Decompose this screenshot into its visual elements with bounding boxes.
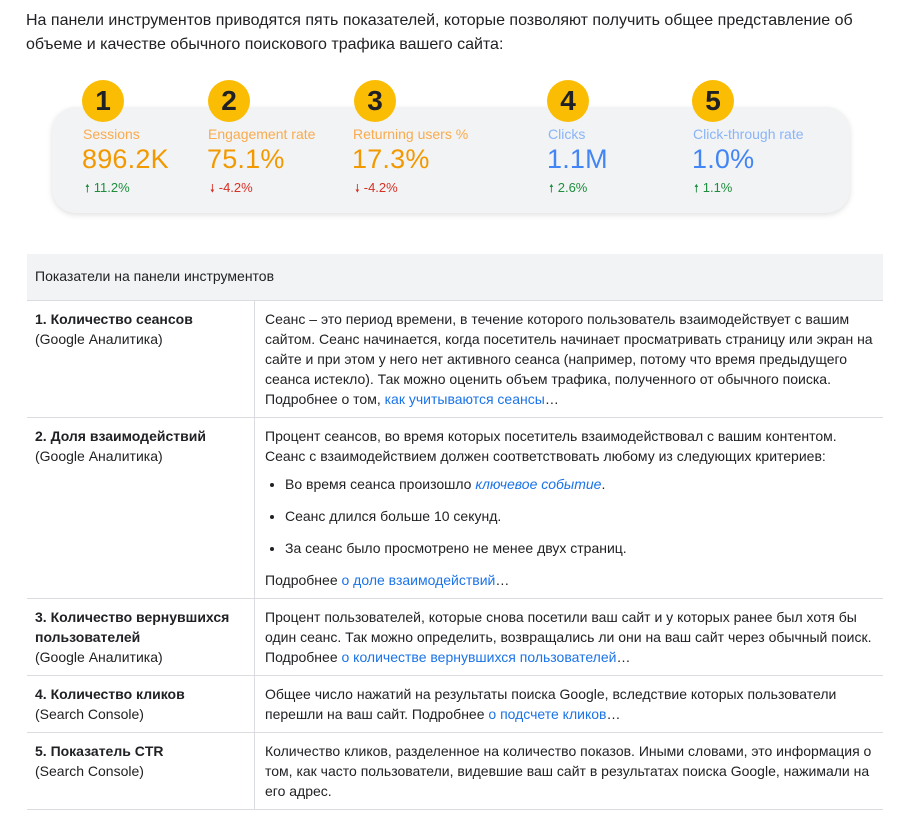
criteria-2-text: Сеанс длился больше 10 секунд. — [285, 508, 502, 524]
row-3-text: Процент пользователей, которые снова посетили ваш сайт и у которых ранее был хотя бы один сеанс. Так можно определить, возвращались ли они на ваш сайт через обычный поиск. Подробнее — [265, 609, 872, 665]
metric-2-delta-value: -4.2% — [218, 180, 253, 195]
engagement-rate-link[interactable]: о доле взаимодействий — [341, 572, 496, 588]
metric-1-delta-value: 11.2% — [93, 180, 130, 195]
metric-5-delta — [694, 180, 732, 199]
metric-2-delta — [210, 180, 253, 199]
row-4-suffix: … — [606, 706, 621, 722]
row-1-text: Сеанс – это период времени, в течение которого пользователь взаимодействует с вашим сайтом. Сеанс начинается, когда посетитель начинает просматривать страницу или экран на сайте и при этом у него нет активного сеанса (например, потому что время предыдущего сеанса истекло). Так можно оценить объем трафика, полученного от обычного поиска. Подробнее о том, — [265, 311, 873, 407]
criteria-1-suffix: . — [601, 476, 606, 492]
metric-4-number-badge: 4 — [547, 80, 589, 122]
row-2-suffix: … — [495, 572, 510, 588]
row-3-title: 3. Количество вернувшихся пользователей — [35, 609, 230, 645]
arrow-up-icon: 🠕 — [694, 183, 699, 195]
metric-5-number-badge: 5 — [692, 80, 734, 122]
metric-5-label: Click-through rate — [693, 126, 804, 142]
row-3-name-cell — [27, 599, 255, 676]
table-row — [27, 599, 883, 676]
metric-4-delta — [549, 180, 587, 199]
row-1-title: 1. Количество сеансов — [35, 311, 193, 327]
metric-2-label: Engagement rate — [208, 126, 316, 142]
row-1-source: (Google Аналитика) — [35, 331, 163, 347]
row-2-title: 2. Доля взаимодействий — [35, 428, 206, 444]
list-item — [285, 474, 875, 494]
metric-3-number-badge: 3 — [354, 80, 396, 122]
row-2-name-cell — [27, 418, 255, 599]
row-2-more — [265, 570, 875, 590]
metric-4-label: Clicks — [548, 126, 586, 142]
row-5-title: 5. Показатель CTR — [35, 743, 164, 759]
row-4-text: Общее число нажатий на результаты поиска Google, вследствие которых пользователи перешли на ваш сайт. Подробнее — [265, 686, 837, 722]
table-row — [27, 733, 883, 810]
table-header: Показатели на панели инструментов — [27, 254, 883, 301]
metric-1-delta — [85, 180, 130, 199]
metric-3-label: Returning users % — [353, 126, 469, 142]
row-2-text: Процент сеансов, во время которых посетитель взаимодействовал с вашим контентом. Сеанс с взаимодействием должен соответствовать любому из следующих критериев: — [265, 428, 837, 464]
arrow-down-icon: 🠗 — [210, 183, 215, 195]
returning-users-link[interactable]: о количестве вернувшихся пользователей — [341, 649, 617, 665]
row-3-source: (Google Аналитика) — [35, 649, 163, 665]
key-event-link[interactable]: ключевое событие — [475, 476, 602, 492]
sessions-count-link[interactable]: как учитываются сеансы — [384, 391, 545, 407]
row-2-more-text: Подробнее — [265, 572, 342, 588]
row-4-title: 4. Количество кликов — [35, 686, 185, 702]
table-row — [27, 676, 883, 733]
row-4-name-cell — [27, 676, 255, 733]
metric-1-value: 896.2K — [82, 144, 169, 174]
table-row — [27, 301, 883, 418]
arrow-up-icon: 🠕 — [549, 183, 554, 195]
metric-4-value: 1.1M — [547, 144, 608, 174]
metric-1-number-badge: 1 — [82, 80, 124, 122]
row-1-name-cell — [27, 301, 255, 418]
metric-5-value: 1.0% — [692, 144, 755, 174]
row-2-description — [255, 418, 884, 599]
row-2-source: (Google Аналитика) — [35, 448, 163, 464]
metric-2-number-badge: 2 — [208, 80, 250, 122]
metric-4-delta-value: 2.6% — [557, 180, 588, 195]
row-3-description — [255, 599, 884, 676]
table-row — [27, 418, 883, 599]
row-4-description — [255, 676, 884, 733]
metrics-info-table — [27, 254, 883, 810]
metric-2-value: 75.1% — [207, 144, 285, 174]
row-4-source: (Search Console) — [35, 706, 144, 722]
arrow-up-icon: 🠕 — [85, 183, 90, 195]
row-5-description: Количество кликов, разделенное на количество показов. Иными словами, это информация о том, как часто пользователи, видевшие ваш сайт в результатах поиска Google, нажимали на его адрес. — [255, 733, 884, 810]
criteria-list — [265, 474, 875, 558]
criteria-1-text: Во время сеанса произошло — [285, 476, 476, 492]
list-item — [285, 506, 875, 526]
criteria-3-text: За сеанс было просмотрено не менее двух страниц. — [285, 540, 627, 556]
list-item — [285, 538, 875, 558]
row-5-source: (Search Console) — [35, 763, 144, 779]
metric-1-label: Sessions — [83, 126, 140, 142]
clicks-count-link[interactable]: о подсчете кликов — [488, 706, 607, 722]
row-3-suffix: … — [616, 649, 631, 665]
row-5-name-cell — [27, 733, 255, 810]
intro-paragraph: На панели инструментов приводятся пять показателей, которые позволяют получить общее представление об объеме и качестве обычного поискового трафика вашего сайта: — [26, 12, 853, 53]
metric-3-delta-value: -4.2% — [363, 180, 398, 195]
metric-3-delta — [355, 180, 398, 199]
arrow-down-icon: 🠗 — [355, 183, 360, 195]
metric-5-delta-value: 1.1% — [702, 180, 733, 195]
row-1-suffix: … — [544, 391, 559, 407]
row-1-description — [255, 301, 884, 418]
metric-3-value: 17.3% — [352, 144, 430, 174]
